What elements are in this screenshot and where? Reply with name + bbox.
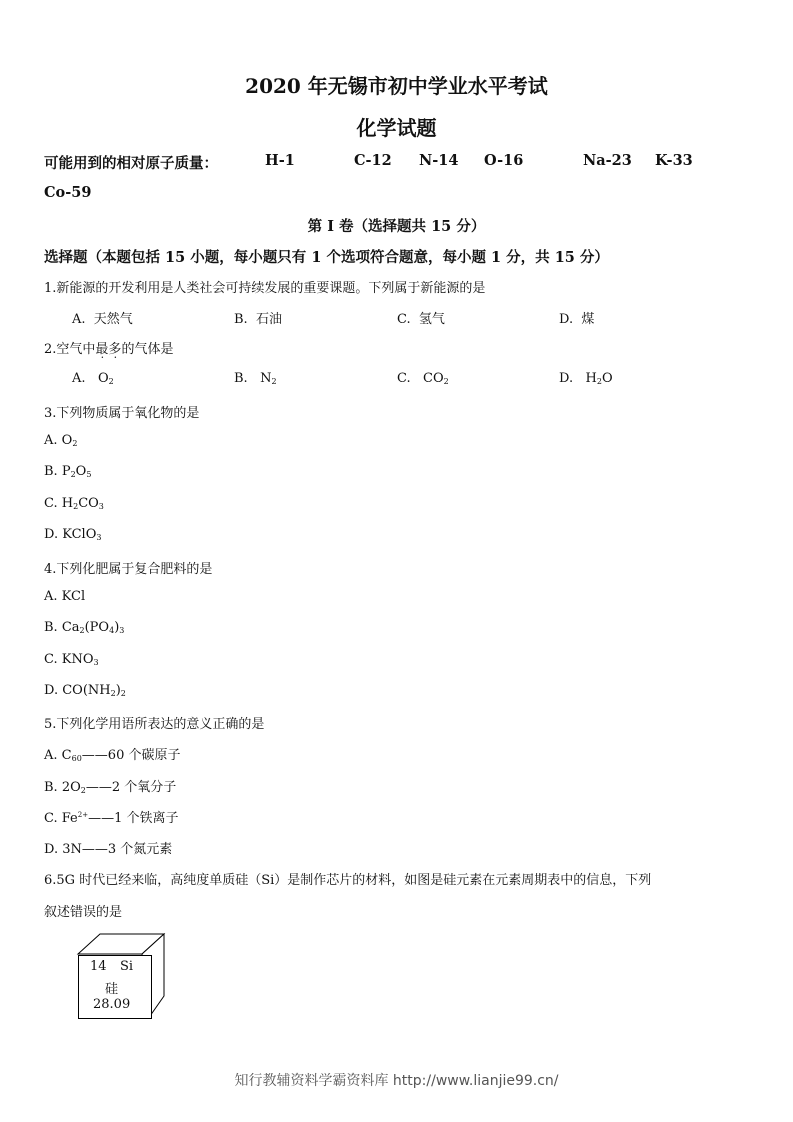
q2-option-d[interactable] (559, 371, 613, 386)
option-text: D. CO(NH (44, 683, 111, 698)
option-text: B. Ca (44, 620, 80, 635)
q2-option-b[interactable] (234, 371, 277, 386)
option-text: 石油 (255, 312, 282, 327)
q1-option-a[interactable] (72, 308, 133, 327)
question-1-stem: 1.新能源的开发利用是人类社会可持续发展的重要课题。下列属于新能源的是 (44, 281, 486, 296)
subscript: 3 (119, 626, 125, 635)
option-text: B. P (44, 464, 71, 479)
option-text: 氢气 (418, 312, 445, 327)
option-text: A. C (44, 748, 72, 763)
subscript: 2 (79, 626, 85, 635)
subscript: 2 (596, 377, 602, 386)
subscript: 2 (70, 470, 76, 479)
atomic-mass-item: O-16 (484, 152, 524, 169)
subscript: 2 (108, 377, 114, 386)
option-text: B. 2O (44, 780, 81, 795)
q2-option-a[interactable] (72, 371, 114, 386)
atomic-mass-item: Co-59 (44, 184, 92, 201)
question-3-stem: 3.下列物质属于氧化物的是 (44, 406, 200, 421)
option-text: C. H (44, 496, 74, 511)
option-letter: B. (234, 312, 248, 327)
q3-option-d[interactable] (44, 527, 101, 542)
option-text: 天然气 (93, 312, 133, 327)
atomic-mass-item: K-33 (655, 152, 693, 169)
exam-title: 2020 年无锡市初中学业水平考试 (245, 74, 548, 98)
q4-option-a[interactable] (44, 589, 85, 604)
option-letter: C. (397, 312, 411, 327)
element-symbol: Si (120, 959, 134, 974)
subscript: 2 (80, 786, 86, 795)
q1-option-d[interactable] (559, 308, 594, 327)
subscript: 2 (73, 502, 79, 511)
q2-option-c[interactable] (397, 371, 449, 386)
subscript: 60 (71, 754, 82, 763)
subscript: 5 (86, 470, 92, 479)
atomic-mass-item: C-12 (354, 152, 392, 169)
footer-watermark[interactable]: 知行教辅资料学霸资料库 http://www.lianjie99.cn/ (234, 1073, 559, 1089)
exam-subtitle: 化学试题 (356, 116, 437, 140)
q4-option-b[interactable] (44, 620, 124, 635)
option-letter: A. (72, 371, 86, 386)
question-6-stem-line1: 6.5G 时代已经来临，高纯度单质硅（Si）是制作芯片的材料，如图是硅元素在元素周期表中的信息，下列 (44, 873, 652, 888)
option-text: 煤 (581, 312, 595, 327)
subscript: 2 (120, 689, 126, 698)
option-letter: B. (234, 371, 248, 386)
q3-option-a[interactable] (44, 433, 77, 448)
subscript: 3 (98, 502, 104, 511)
option-text: O (75, 464, 87, 479)
option-text: C. Fe (44, 811, 78, 826)
question-2-stem (44, 338, 173, 357)
option-letter: A. (72, 312, 86, 327)
option-text: A. KCl (44, 589, 86, 604)
superscript: 2+ (77, 811, 89, 819)
formula: O (601, 371, 613, 386)
question-6-stem-line2: 叙述错误的是 (44, 905, 123, 920)
formula: N (260, 371, 272, 386)
subscript: 2 (110, 689, 116, 698)
section-instructions: 选择题（本题包括 15 小题，每小题只有 1 个选项符合题意，每小题 1 分，共 15 分） (44, 249, 609, 266)
option-text: A. O (44, 433, 73, 448)
stem-text: 的气体是 (121, 342, 174, 357)
option-text: D. 3N——3 个氮元素 (44, 842, 173, 857)
option-text: (PO (84, 620, 110, 635)
subscript: 4 (109, 626, 115, 635)
q5-option-b[interactable] (44, 776, 176, 795)
q1-option-b[interactable] (234, 308, 282, 327)
formula: H (585, 371, 597, 386)
option-text: ——2 个氧分子 (85, 780, 177, 795)
option-text: ——1 个铁离子 (88, 811, 179, 826)
question-5-stem: 5.下列化学用语所表达的意义正确的是 (44, 717, 265, 732)
option-letter: C. (397, 371, 411, 386)
option-text: ) (114, 620, 120, 635)
atomic-mass-item: H-1 (265, 152, 295, 169)
subscript: 3 (93, 658, 99, 667)
option-text: C. KNO (44, 652, 94, 667)
atomic-mass: 28.09 (93, 997, 131, 1012)
q4-option-d[interactable] (44, 683, 126, 698)
formula: O (97, 371, 109, 386)
atomic-mass-item: Na-23 (583, 152, 632, 169)
q3-option-c[interactable] (44, 496, 104, 511)
option-letter: D. (559, 312, 574, 327)
subscript: 2 (72, 439, 78, 448)
element-card-si (78, 955, 152, 1019)
emphasis-char: 最 (95, 342, 109, 357)
emphasis-char: 多 (108, 342, 122, 357)
subscript: 2 (443, 377, 449, 386)
option-text: ) (115, 683, 121, 698)
atomic-mass-item: N-14 (419, 152, 459, 169)
question-4-stem: 4.下列化肥属于复合肥料的是 (44, 562, 213, 577)
atomic-mass-label: 可能用到的相对原子质量： (44, 155, 218, 172)
option-letter: D. (559, 371, 574, 386)
option-text: D. KClO (44, 527, 97, 542)
q5-option-d[interactable] (44, 838, 172, 857)
formula: CO (423, 371, 444, 386)
option-text: ——60 个碳原子 (81, 748, 181, 763)
q4-option-c[interactable] (44, 652, 99, 667)
option-text: CO (78, 496, 99, 511)
element-name: 硅 (105, 982, 119, 997)
subscript: 3 (96, 533, 102, 542)
atomic-number: 14 (90, 959, 107, 974)
q5-option-c[interactable] (44, 807, 179, 826)
q5-option-a[interactable] (44, 744, 180, 763)
subscript: 2 (271, 377, 277, 386)
q3-option-b[interactable] (44, 464, 91, 479)
stem-text: 2.空气中 (44, 342, 96, 357)
section-title: 第 I 卷（选择题共 15 分） (307, 218, 486, 235)
q1-option-c[interactable] (397, 308, 445, 327)
